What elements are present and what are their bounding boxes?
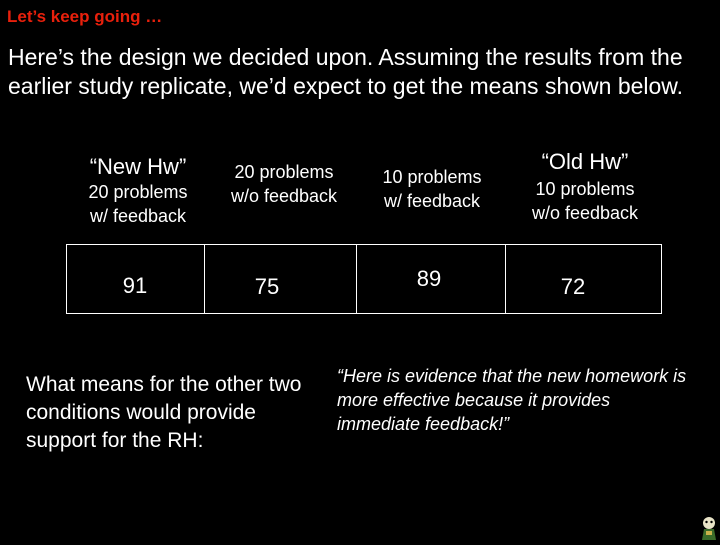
question-text: What means for the other two conditions would provide support for the RH: [26, 373, 302, 452]
condition-3-line1: 10 problems [382, 167, 482, 187]
condition-4 [515, 149, 655, 225]
mean-value-1: 91 [122, 273, 148, 298]
cell-divider [505, 245, 506, 313]
cell-divider [204, 245, 205, 313]
cartoon-character-icon [698, 514, 720, 540]
condition-2-line2: w/o feedback [230, 186, 338, 206]
condition-2 [214, 160, 354, 208]
slide-header: Let’s keep going … [7, 7, 163, 26]
mean-value-4: 72 [560, 274, 586, 299]
condition-2-line1: 20 problems [234, 162, 334, 182]
mean-value-3: 89 [416, 266, 442, 291]
condition-3 [362, 165, 502, 213]
condition-4-line2: w/o feedback [531, 203, 639, 223]
condition-4-line1: 10 problems [535, 179, 635, 199]
condition-1-line1: 20 problems [88, 182, 188, 202]
intro-text: Here’s the design we decided upon. Assuming the results from the earlier study replicate, we’d expect to get the means shown below. [8, 44, 684, 99]
condition-1 [68, 154, 208, 228]
condition-3-line2: w/ feedback [383, 191, 481, 211]
mean-value-2: 75 [254, 274, 280, 299]
condition-1-line2: w/ feedback [89, 206, 187, 226]
condition-4-title: “Old Hw” [541, 149, 629, 174]
condition-1-title: “New Hw” [89, 154, 187, 179]
cell-divider [356, 245, 357, 313]
quote-text: “Here is evidence that the new homework is more effective because it provides immediate feedback!” [337, 366, 687, 434]
means-table [66, 244, 662, 314]
